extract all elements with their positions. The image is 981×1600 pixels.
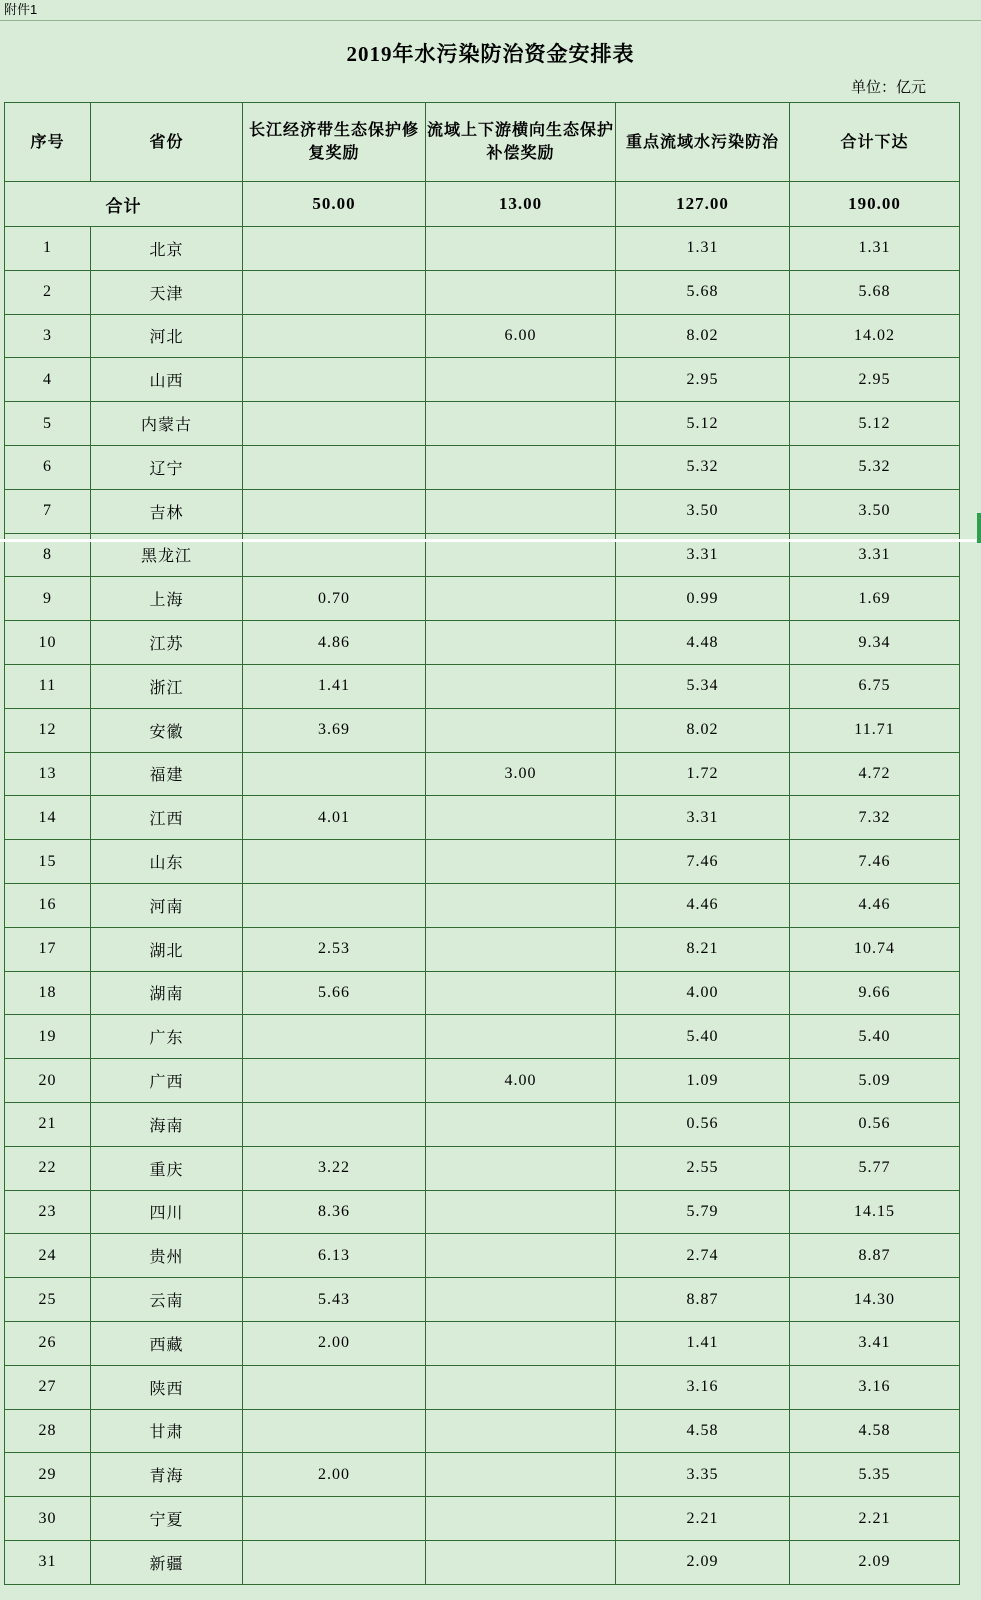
row-total-issued: 3.41 <box>790 1321 960 1365</box>
row-yangtze-reward <box>243 314 426 358</box>
row-province: 湖北 <box>91 927 243 971</box>
table-body <box>5 182 960 1585</box>
row-total-issued: 10.74 <box>790 927 960 971</box>
row-basin-compensation <box>426 1015 616 1059</box>
row-yangtze-reward <box>243 270 426 314</box>
row-key-basin-control: 7.46 <box>616 840 790 884</box>
table-row <box>5 1409 960 1453</box>
row-yangtze-reward: 3.22 <box>243 1146 426 1190</box>
row-total-issued: 8.87 <box>790 1234 960 1278</box>
row-key-basin-control: 8.87 <box>616 1278 790 1322</box>
row-total-issued: 4.72 <box>790 752 960 796</box>
row-total-issued: 2.09 <box>790 1540 960 1584</box>
row-province: 浙江 <box>91 664 243 708</box>
row-total-issued: 6.75 <box>790 664 960 708</box>
row-province: 广西 <box>91 1059 243 1103</box>
row-yangtze-reward <box>243 1015 426 1059</box>
row-yangtze-reward <box>243 883 426 927</box>
row-basin-compensation <box>426 708 616 752</box>
row-province: 重庆 <box>91 1146 243 1190</box>
row-total-issued: 5.12 <box>790 402 960 446</box>
table-row <box>5 1278 960 1322</box>
row-total-issued: 4.58 <box>790 1409 960 1453</box>
row-basin-compensation <box>426 971 616 1015</box>
row-basin-compensation <box>426 840 616 884</box>
table-row <box>5 445 960 489</box>
row-province: 西藏 <box>91 1321 243 1365</box>
row-no: 2 <box>5 270 91 314</box>
row-no: 7 <box>5 489 91 533</box>
row-province: 上海 <box>91 577 243 621</box>
row-no: 24 <box>5 1234 91 1278</box>
funding-table <box>4 102 960 1585</box>
row-total-issued: 9.34 <box>790 621 960 665</box>
row-province: 吉林 <box>91 489 243 533</box>
table-row <box>5 927 960 971</box>
table-row <box>5 1540 960 1584</box>
row-total-issued: 14.15 <box>790 1190 960 1234</box>
table-total-row <box>5 182 960 227</box>
row-yangtze-reward <box>243 358 426 402</box>
sheet-top-divider <box>0 20 981 21</box>
table-row <box>5 270 960 314</box>
row-no: 5 <box>5 402 91 446</box>
table-row <box>5 840 960 884</box>
row-no: 25 <box>5 1278 91 1322</box>
table-row <box>5 971 960 1015</box>
row-no: 9 <box>5 577 91 621</box>
header-total-issued: 合计下达 <box>790 103 960 182</box>
row-total-issued: 0.56 <box>790 1102 960 1146</box>
row-yangtze-reward <box>243 227 426 271</box>
header-yangtze-reward: 长江经济带生态保护修复奖励 <box>243 103 426 182</box>
row-province: 陕西 <box>91 1365 243 1409</box>
row-yangtze-reward <box>243 1059 426 1103</box>
row-key-basin-control: 4.46 <box>616 883 790 927</box>
row-basin-compensation: 3.00 <box>426 752 616 796</box>
row-yangtze-reward: 0.70 <box>243 577 426 621</box>
table-row <box>5 227 960 271</box>
row-province: 湖南 <box>91 971 243 1015</box>
row-total-issued: 3.16 <box>790 1365 960 1409</box>
row-province: 福建 <box>91 752 243 796</box>
row-key-basin-control: 4.00 <box>616 971 790 1015</box>
row-yangtze-reward <box>243 402 426 446</box>
row-yangtze-reward <box>243 489 426 533</box>
row-basin-compensation <box>426 489 616 533</box>
total-label: 合计 <box>5 182 243 227</box>
row-province: 江西 <box>91 796 243 840</box>
row-basin-compensation <box>426 1278 616 1322</box>
row-total-issued: 7.32 <box>790 796 960 840</box>
unit-note: 单位：亿元 <box>850 80 926 96</box>
row-basin-compensation <box>426 1321 616 1365</box>
row-key-basin-control: 3.16 <box>616 1365 790 1409</box>
attachment-label: 附件1 <box>4 2 38 17</box>
row-no: 17 <box>5 927 91 971</box>
row-yangtze-reward: 5.66 <box>243 971 426 1015</box>
row-key-basin-control: 5.34 <box>616 664 790 708</box>
header-no: 序号 <box>5 103 91 182</box>
row-basin-compensation <box>426 796 616 840</box>
row-yangtze-reward <box>243 445 426 489</box>
row-key-basin-control: 4.48 <box>616 621 790 665</box>
row-no: 19 <box>5 1015 91 1059</box>
row-total-issued: 5.40 <box>790 1015 960 1059</box>
table-row <box>5 708 960 752</box>
row-basin-compensation <box>426 1190 616 1234</box>
row-yangtze-reward: 5.43 <box>243 1278 426 1322</box>
row-key-basin-control: 5.32 <box>616 445 790 489</box>
row-no: 11 <box>5 664 91 708</box>
table-row <box>5 402 960 446</box>
row-yangtze-reward: 2.00 <box>243 1321 426 1365</box>
selection-marker[interactable] <box>977 513 981 543</box>
row-basin-compensation <box>426 227 616 271</box>
row-yangtze-reward: 2.53 <box>243 927 426 971</box>
header-key-basin-control: 重点流域水污染防治 <box>616 103 790 182</box>
row-basin-compensation: 4.00 <box>426 1059 616 1103</box>
row-key-basin-control: 5.68 <box>616 270 790 314</box>
row-no: 1 <box>5 227 91 271</box>
table-row <box>5 796 960 840</box>
row-no: 29 <box>5 1453 91 1497</box>
row-no: 14 <box>5 796 91 840</box>
row-province: 河南 <box>91 883 243 927</box>
row-province: 黑龙江 <box>91 533 243 577</box>
row-basin-compensation <box>426 621 616 665</box>
row-basin-compensation <box>426 1540 616 1584</box>
row-province: 四川 <box>91 1190 243 1234</box>
table-row <box>5 1146 960 1190</box>
row-yangtze-reward: 8.36 <box>243 1190 426 1234</box>
row-basin-compensation <box>426 1365 616 1409</box>
row-no: 6 <box>5 445 91 489</box>
row-total-issued: 2.95 <box>790 358 960 402</box>
row-total-issued: 7.46 <box>790 840 960 884</box>
row-key-basin-control: 8.02 <box>616 708 790 752</box>
row-no: 3 <box>5 314 91 358</box>
row-basin-compensation <box>426 270 616 314</box>
row-yangtze-reward <box>243 1365 426 1409</box>
row-basin-compensation <box>426 1102 616 1146</box>
row-total-issued: 11.71 <box>790 708 960 752</box>
row-key-basin-control: 0.56 <box>616 1102 790 1146</box>
row-total-issued: 2.21 <box>790 1497 960 1541</box>
row-key-basin-control: 3.31 <box>616 796 790 840</box>
row-total-issued: 1.69 <box>790 577 960 621</box>
table-row <box>5 752 960 796</box>
total-total-issued: 190.00 <box>790 182 960 227</box>
table-row <box>5 1321 960 1365</box>
row-no: 23 <box>5 1190 91 1234</box>
total-yangtze-reward: 50.00 <box>243 182 426 227</box>
row-total-issued: 5.77 <box>790 1146 960 1190</box>
row-no: 27 <box>5 1365 91 1409</box>
row-key-basin-control: 5.12 <box>616 402 790 446</box>
row-key-basin-control: 0.99 <box>616 577 790 621</box>
row-total-issued: 3.31 <box>790 533 960 577</box>
row-province: 河北 <box>91 314 243 358</box>
row-no: 21 <box>5 1102 91 1146</box>
row-province: 贵州 <box>91 1234 243 1278</box>
row-province: 天津 <box>91 270 243 314</box>
row-key-basin-control: 4.58 <box>616 1409 790 1453</box>
page-title: 2019年水污染防治资金安排表 <box>346 42 635 66</box>
table-row <box>5 489 960 533</box>
table-row <box>5 1365 960 1409</box>
row-yangtze-reward <box>243 1409 426 1453</box>
row-province: 辽宁 <box>91 445 243 489</box>
table-row <box>5 358 960 402</box>
row-yangtze-reward <box>243 1102 426 1146</box>
row-province: 广东 <box>91 1015 243 1059</box>
table-row <box>5 1453 960 1497</box>
row-key-basin-control: 3.50 <box>616 489 790 533</box>
row-basin-compensation <box>426 927 616 971</box>
row-no: 12 <box>5 708 91 752</box>
table-header-row <box>5 103 960 182</box>
row-yangtze-reward <box>243 1540 426 1584</box>
row-basin-compensation <box>426 402 616 446</box>
total-basin-compensation: 13.00 <box>426 182 616 227</box>
row-province: 安徽 <box>91 708 243 752</box>
viewport-split-line <box>0 539 981 542</box>
row-key-basin-control: 1.72 <box>616 752 790 796</box>
row-key-basin-control: 3.31 <box>616 533 790 577</box>
row-province: 山西 <box>91 358 243 402</box>
table-row <box>5 314 960 358</box>
row-total-issued: 5.09 <box>790 1059 960 1103</box>
row-province: 内蒙古 <box>91 402 243 446</box>
row-total-issued: 5.35 <box>790 1453 960 1497</box>
row-basin-compensation <box>426 883 616 927</box>
row-yangtze-reward: 2.00 <box>243 1453 426 1497</box>
table-header <box>5 103 960 182</box>
row-yangtze-reward <box>243 1497 426 1541</box>
row-yangtze-reward: 4.86 <box>243 621 426 665</box>
row-yangtze-reward: 3.69 <box>243 708 426 752</box>
row-province: 云南 <box>91 1278 243 1322</box>
row-province: 甘肃 <box>91 1409 243 1453</box>
row-key-basin-control: 5.79 <box>616 1190 790 1234</box>
table-row <box>5 1234 960 1278</box>
total-key-basin-control: 127.00 <box>616 182 790 227</box>
row-no: 28 <box>5 1409 91 1453</box>
row-no: 15 <box>5 840 91 884</box>
row-key-basin-control: 2.74 <box>616 1234 790 1278</box>
header-province: 省份 <box>91 103 243 182</box>
row-key-basin-control: 2.55 <box>616 1146 790 1190</box>
row-basin-compensation <box>426 445 616 489</box>
row-basin-compensation <box>426 664 616 708</box>
row-total-issued: 5.32 <box>790 445 960 489</box>
row-province: 山东 <box>91 840 243 884</box>
row-no: 22 <box>5 1146 91 1190</box>
row-yangtze-reward: 1.41 <box>243 664 426 708</box>
row-yangtze-reward <box>243 840 426 884</box>
row-no: 20 <box>5 1059 91 1103</box>
table-row <box>5 1190 960 1234</box>
row-basin-compensation <box>426 577 616 621</box>
table-row <box>5 1497 960 1541</box>
table-row <box>5 1015 960 1059</box>
row-total-issued: 5.68 <box>790 270 960 314</box>
table-row <box>5 577 960 621</box>
row-no: 16 <box>5 883 91 927</box>
row-no: 13 <box>5 752 91 796</box>
row-province: 江苏 <box>91 621 243 665</box>
row-no: 31 <box>5 1540 91 1584</box>
row-yangtze-reward: 4.01 <box>243 796 426 840</box>
row-province: 海南 <box>91 1102 243 1146</box>
row-basin-compensation <box>426 1497 616 1541</box>
row-no: 26 <box>5 1321 91 1365</box>
row-province: 青海 <box>91 1453 243 1497</box>
row-total-issued: 9.66 <box>790 971 960 1015</box>
row-key-basin-control: 2.95 <box>616 358 790 402</box>
row-total-issued: 4.46 <box>790 883 960 927</box>
row-no: 10 <box>5 621 91 665</box>
header-basin-compensation: 流域上下游横向生态保护补偿奖励 <box>426 103 616 182</box>
row-key-basin-control: 1.09 <box>616 1059 790 1103</box>
row-province: 宁夏 <box>91 1497 243 1541</box>
row-province: 北京 <box>91 227 243 271</box>
row-basin-compensation: 6.00 <box>426 314 616 358</box>
row-basin-compensation <box>426 1234 616 1278</box>
row-key-basin-control: 5.40 <box>616 1015 790 1059</box>
row-basin-compensation <box>426 1409 616 1453</box>
row-province: 新疆 <box>91 1540 243 1584</box>
row-yangtze-reward: 6.13 <box>243 1234 426 1278</box>
row-total-issued: 1.31 <box>790 227 960 271</box>
row-key-basin-control: 8.21 <box>616 927 790 971</box>
row-no: 18 <box>5 971 91 1015</box>
row-basin-compensation <box>426 1146 616 1190</box>
row-key-basin-control: 3.35 <box>616 1453 790 1497</box>
row-key-basin-control: 2.09 <box>616 1540 790 1584</box>
row-no: 4 <box>5 358 91 402</box>
row-basin-compensation <box>426 1453 616 1497</box>
row-key-basin-control: 1.31 <box>616 227 790 271</box>
row-no: 8 <box>5 533 91 577</box>
row-key-basin-control: 8.02 <box>616 314 790 358</box>
table-row <box>5 664 960 708</box>
row-no: 30 <box>5 1497 91 1541</box>
row-total-issued: 14.30 <box>790 1278 960 1322</box>
table-row <box>5 621 960 665</box>
row-yangtze-reward <box>243 752 426 796</box>
row-key-basin-control: 2.21 <box>616 1497 790 1541</box>
row-basin-compensation <box>426 358 616 402</box>
row-total-issued: 3.50 <box>790 489 960 533</box>
table-row <box>5 1102 960 1146</box>
table-row <box>5 883 960 927</box>
row-total-issued: 14.02 <box>790 314 960 358</box>
table-row <box>5 1059 960 1103</box>
row-key-basin-control: 1.41 <box>616 1321 790 1365</box>
